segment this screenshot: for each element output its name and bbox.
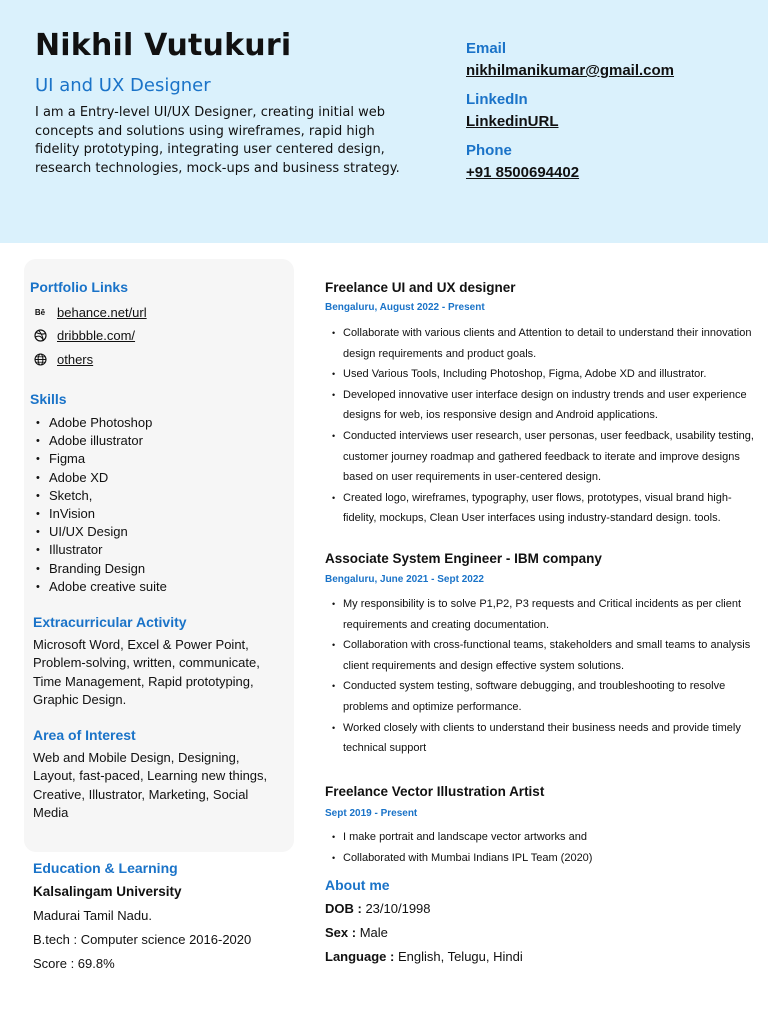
- linkedin-link[interactable]: LinkedinURL: [466, 113, 559, 130]
- list-item: • Adobe XD: [36, 469, 167, 487]
- skills-list: [36, 414, 167, 596]
- list-item: • Branding Design: [36, 560, 167, 578]
- dob-value: 23/10/1998: [361, 901, 431, 916]
- language-label: Language :: [325, 949, 395, 964]
- list-item: • My responsibility is to solve P1,P2, P3 requests and Critical incidents as per client requirements and creating documentation.: [332, 594, 760, 635]
- list-item: • Developed innovative user interface design on industry trends and user experience designs for web, ios responsive design and Android applications.: [332, 385, 760, 426]
- dribbble-icon: [33, 328, 47, 342]
- list-item: • Figma: [36, 450, 167, 468]
- list-item: • Adobe illustrator: [36, 432, 167, 450]
- email-link[interactable]: nikhilmanikumar@gmail.com: [466, 62, 675, 79]
- list-item: • I make portrait and landscape vector artworks and: [332, 827, 760, 848]
- list-item: • Created logo, wireframes, typography, user flows, prototypes, visual brand high-fidelity, mockups, Clean User interfaces using industry-standard design. tools.: [332, 488, 760, 529]
- dob-row: [325, 901, 431, 916]
- dob-label: DOB :: [325, 901, 362, 916]
- job-title: Freelance Vector Illustration Artist: [325, 784, 545, 799]
- candidate-name: Nikhil Vutukuri: [35, 28, 292, 63]
- list-item: • Used Various Tools, Including Photoshop, Figma, Adobe XD and illustrator.: [332, 364, 760, 385]
- portfolio-link-text[interactable]: behance.net/url: [57, 304, 147, 320]
- list-item: • UI/UX Design: [36, 523, 167, 541]
- globe-icon: [33, 352, 47, 366]
- behance-icon: Bē: [34, 307, 46, 317]
- education-title: Education & Learning: [33, 860, 178, 876]
- linkedin-label: LinkedIn: [466, 91, 528, 108]
- interest-title: Area of Interest: [33, 727, 136, 743]
- list-item: • Adobe creative suite: [36, 578, 167, 596]
- phone-link[interactable]: +91 8500694402: [466, 164, 580, 181]
- list-item: • Conducted interviews user research, user personas, user feedback, usability testing, customer journey roadmap and gathered feedback to iterate and improve designs based on user requirements in user-centered design.: [332, 426, 760, 488]
- list-item: • Conducted system testing, software debugging, and troubleshooting to resolve problems and optimize performance.: [332, 676, 760, 717]
- list-item: • Illustrator: [36, 541, 167, 559]
- interest-text: Web and Mobile Design, Designing, Layout, fast-paced, Learning new things, Creative, Illustrator, Marketing, Social Media: [33, 750, 268, 821]
- job-meta: Bengaluru, June 2021 - Sept 2022: [325, 574, 484, 585]
- phone-label: Phone: [466, 142, 512, 159]
- job-meta: Sept 2019 - Present: [325, 808, 418, 819]
- list-item: • Collaborate with various clients and Attention to detail to understand their innovation design requirements and product goals.: [332, 323, 760, 364]
- portfolio-link-behance[interactable]: [33, 304, 147, 320]
- header-banner: [0, 0, 768, 243]
- candidate-role: UI and UX Designer: [35, 75, 211, 96]
- extracurricular-text: Microsoft Word, Excel & Power Point, Problem-solving, written, communicate, Time Management, Rapid prototyping, Graphic Design.: [33, 637, 260, 708]
- job-meta: Bengaluru, August 2022 - Present: [325, 302, 485, 313]
- summary-text: I am a Entry-level UI/UX Designer, creating initial web concepts and solutions using wireframes, rapid high fidelity prototyping, integrating user centered design, research technologies, mock-ups and business strategy.: [35, 105, 400, 176]
- portfolio-title: Portfolio Links: [30, 279, 128, 295]
- portfolio-link-text[interactable]: others: [57, 351, 94, 367]
- about-title: About me: [325, 877, 390, 893]
- skills-title: Skills: [30, 391, 67, 407]
- sex-label: Sex :: [325, 925, 357, 940]
- sex-value: Male: [356, 925, 388, 940]
- job-title: Associate System Engineer - IBM company: [325, 551, 602, 566]
- list-item: • Worked closely with clients to understand their business needs and provide timely technical support: [332, 718, 760, 759]
- extracurricular-title: Extracurricular Activity: [33, 614, 187, 630]
- list-item: • InVision: [36, 505, 167, 523]
- list-item: • Collaborated with Mumbai Indians IPL Team (2020): [332, 848, 760, 869]
- email-label: Email: [466, 40, 507, 57]
- portfolio-link-others[interactable]: [33, 351, 93, 367]
- score-text: Score : 69.8%: [33, 956, 115, 971]
- portfolio-link-dribbble[interactable]: [33, 327, 135, 343]
- job-title: Freelance UI and UX designer: [325, 280, 516, 295]
- job-bullet-list: [332, 323, 760, 529]
- degree-text: B.tech : Computer science 2016-2020: [33, 932, 252, 947]
- job-bullet-list: [332, 827, 760, 868]
- list-item: • Collaboration with cross-functional teams, stakeholders and small teams to analysis client requirements and design effective system solutions.: [332, 635, 760, 676]
- job-bullet-list: [332, 594, 760, 759]
- school-location: Madurai Tamil Nadu.: [33, 908, 152, 923]
- sex-row: [325, 925, 388, 940]
- school-name: Kalsalingam University: [33, 884, 182, 899]
- contact-block: [466, 38, 756, 191]
- language-value: English, Telugu, Hindi: [394, 949, 523, 964]
- language-row: [325, 949, 523, 964]
- list-item: • Sketch,: [36, 487, 167, 505]
- list-item: • Adobe Photoshop: [36, 414, 167, 432]
- portfolio-link-text[interactable]: dribbble.com/: [57, 327, 136, 343]
